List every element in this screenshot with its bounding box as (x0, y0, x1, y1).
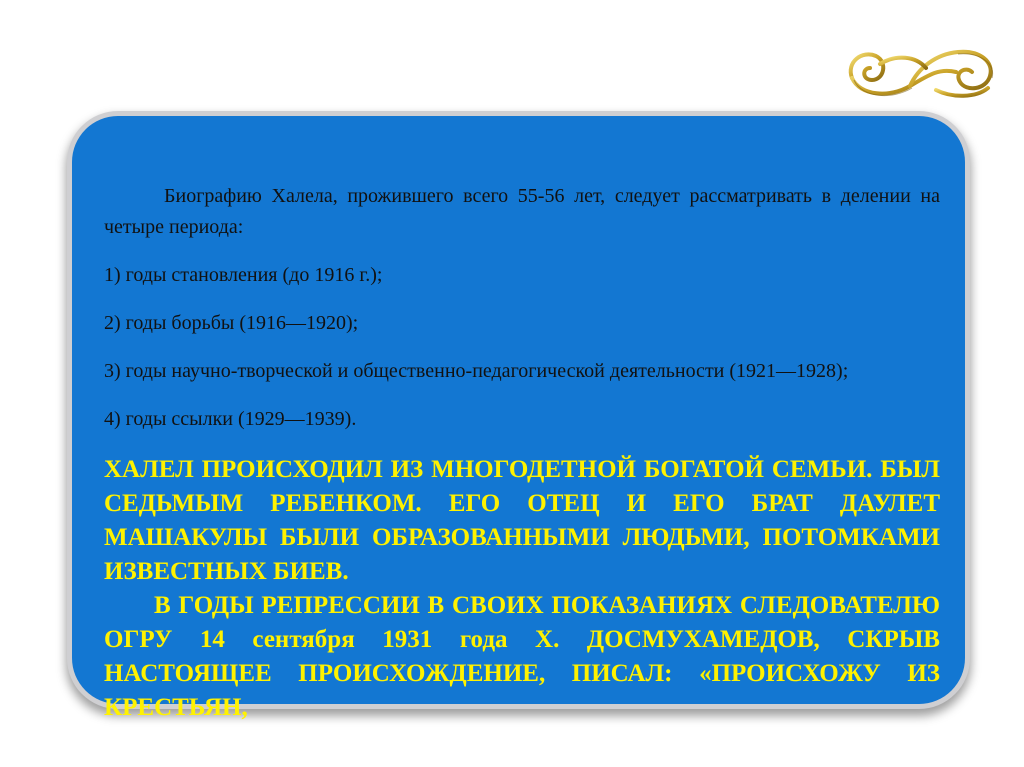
period-item-2: 2) годы борьбы (1916—1920); (104, 312, 359, 334)
period-item-4: 4) годы ссылки (1929—1939). (104, 408, 357, 430)
intro-paragraph: Биографию Халела, прожившего всего 55-56 лет, следует рассматривать в делении на четыре периода: (104, 185, 940, 238)
highlight-paragraph-origin: ХАЛЕЛ ПРОИСХОДИЛ ИЗ МНОГОДЕТНОЙ БОГАТОЙ СЕМЬИ. БЫЛ СЕДЬМЫМ РЕБЕНКОМ. ЕГО ОТЕЦ И ЕГО БРАТ ДАУЛЕТ МАШАКУЛЫ БЫЛИ ОБРАЗОВАННЫМИ ЛЮДЬМИ, ПОТОМКАМИ ИЗВЕСТНЫХ БИЕВ. (104, 456, 940, 585)
repression-text-start: В ГОДЫ РЕПРЕССИИ В СВОИХ ПОКАЗАНИЯХ СЛЕДОВАТЕЛЮ ОГРУ (104, 592, 940, 653)
repression-date: 14 сентября 1931 года (199, 626, 508, 653)
repression-text-end: Х. ДОСМУХАМЕДОВ, СКРЫВ НАСТОЯЩЕЕ ПРОИСХОЖДЕНИЕ, ПИСАЛ: «ПРОИСХОЖУ ИЗ КРЕСТЬЯН, (104, 626, 940, 721)
highlight-paragraph-repression (104, 589, 940, 725)
text-block (104, 181, 940, 725)
period-item-3: 3) годы научно-творческой и общественно-педагогической деятельности (1921—1928); (104, 360, 849, 382)
gold-scroll-ornament-icon (840, 38, 1000, 106)
period-item-1: 1) годы становления (до 1916 г.); (104, 264, 383, 286)
